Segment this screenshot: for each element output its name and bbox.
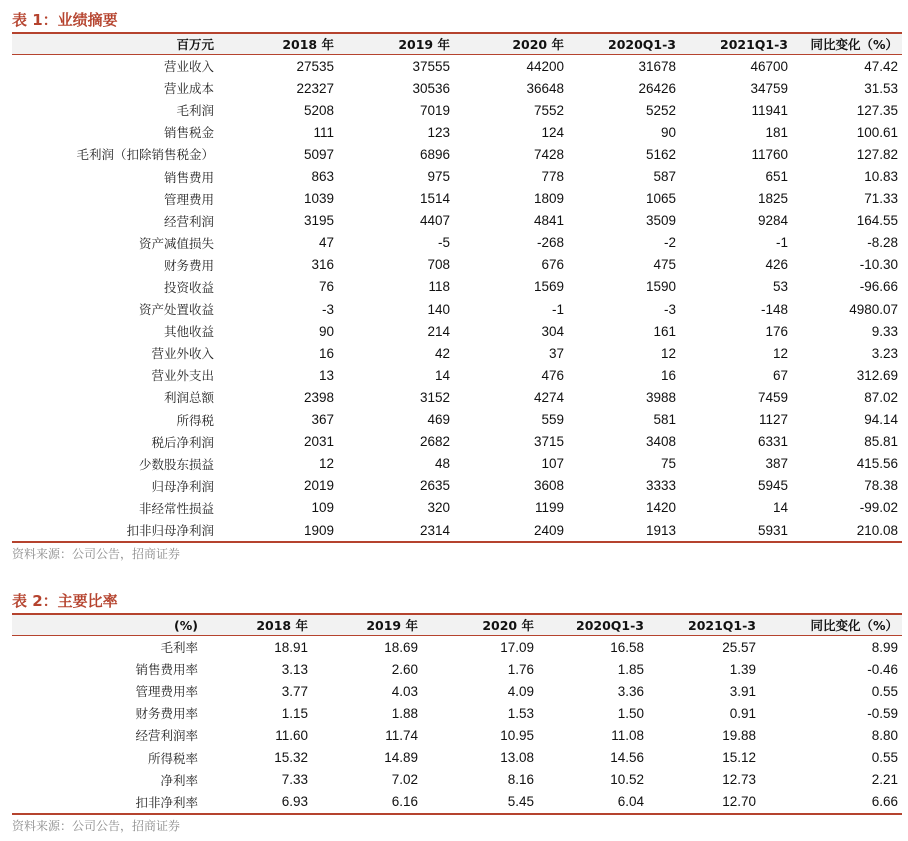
row-label: 营业成本 <box>163 81 214 97</box>
table-cell: 10.52 <box>610 772 644 788</box>
table-cell: 5.45 <box>422 791 538 814</box>
table-cell: 469 <box>427 412 450 428</box>
row-label: 管理费用 <box>163 191 214 207</box>
table-row <box>12 769 902 791</box>
row-label: 营业外收入 <box>151 346 214 362</box>
table-cell: 78.38 <box>864 478 898 494</box>
table-cell: 6331 <box>757 434 788 450</box>
table-cell: 312.69 <box>856 367 898 383</box>
table-cell: 320 <box>427 500 450 516</box>
table-row <box>12 320 902 342</box>
table-cell: -96.66 <box>859 279 898 295</box>
table-cell: 17.09 <box>500 639 534 655</box>
row-label: 扣非归母净利润 <box>12 519 218 542</box>
table-cell: 0.55 <box>871 750 898 766</box>
row-label: 所得税 <box>176 412 214 428</box>
table-cell: 5945 <box>757 478 788 494</box>
table-cell: 85.81 <box>864 434 898 450</box>
table-row <box>12 342 902 364</box>
row-label: 扣非净利率 <box>12 791 202 814</box>
table-cell: 27535 <box>296 58 334 74</box>
table-cell: 36648 <box>526 80 564 96</box>
table-cell: 4.03 <box>391 683 418 699</box>
table1-source: 资料来源：公司公告，招商证券 <box>12 547 181 562</box>
table-cell: 15.12 <box>722 750 756 766</box>
table-cell: 42 <box>434 345 450 361</box>
table-cell: 11.74 <box>385 727 418 743</box>
table-cell: 4274 <box>533 389 564 405</box>
table-cell: 26426 <box>638 80 676 96</box>
table-cell: 2.60 <box>391 661 418 677</box>
table-cell: -3 <box>663 301 676 317</box>
table-cell: 1825 <box>757 191 788 207</box>
table-cell: 1590 <box>645 279 676 295</box>
table-cell: 3.91 <box>729 683 756 699</box>
table-cell: 1514 <box>419 191 450 207</box>
row-label: 销售费用率 <box>135 662 198 678</box>
table2-column-header: 2021Q1-3 <box>648 614 760 636</box>
row-label: 税后净利润 <box>151 434 214 450</box>
table-cell: 71.33 <box>864 191 898 207</box>
table-row <box>12 680 902 702</box>
row-label: 管理费用率 <box>135 684 198 700</box>
table2-column-header: 同比变化（%） <box>760 614 902 636</box>
table-cell: 100.61 <box>856 124 898 140</box>
table-row <box>12 409 902 431</box>
table-row <box>12 276 902 298</box>
table-cell: 14 <box>772 500 788 516</box>
table-cell: -268 <box>536 235 564 251</box>
table-cell: 161 <box>653 323 676 339</box>
table1-block <box>12 8 902 563</box>
table-cell: 304 <box>541 323 564 339</box>
table-cell: 12.73 <box>722 772 756 788</box>
table-cell: -3 <box>321 301 334 317</box>
table-cell: 8.16 <box>507 772 534 788</box>
table-cell: 651 <box>765 169 788 185</box>
table-cell: 3.13 <box>281 661 308 677</box>
table-cell: 18.91 <box>274 639 308 655</box>
table-cell: 44200 <box>526 58 564 74</box>
table-cell: 7459 <box>757 389 788 405</box>
table-cell: 1039 <box>303 191 334 207</box>
table-cell: 1199 <box>534 500 564 516</box>
table-cell: 7.33 <box>281 772 308 788</box>
table-cell: 2409 <box>454 519 568 542</box>
table-cell: 1420 <box>645 500 676 516</box>
table2-column-header: 2020Q1-3 <box>538 614 648 636</box>
table-row <box>12 497 902 519</box>
table-cell: 6.04 <box>538 791 648 814</box>
row-label: 所得税率 <box>147 750 198 766</box>
row-label: 销售费用 <box>163 169 214 185</box>
table-row <box>12 165 902 187</box>
table-cell: 14.56 <box>610 750 644 766</box>
table-cell: -8.28 <box>867 235 898 251</box>
table-cell: 9.33 <box>871 323 898 339</box>
row-label: 毛利率 <box>160 640 198 656</box>
table-row <box>12 658 902 680</box>
table1 <box>12 32 902 543</box>
table-cell: 67 <box>772 367 788 383</box>
table-cell: 127.82 <box>856 146 898 162</box>
table-cell: 3.23 <box>871 345 898 361</box>
table-cell: 5162 <box>645 146 676 162</box>
table-cell: 1569 <box>533 279 564 295</box>
table1-column-header: 2018 年 <box>218 33 338 55</box>
table-cell: 164.55 <box>856 213 898 229</box>
row-label: 营业收入 <box>163 59 214 75</box>
table-cell: 1127 <box>758 412 788 428</box>
table-cell: 1.50 <box>617 705 644 721</box>
table-cell: 127.35 <box>856 102 898 118</box>
table-cell: 7019 <box>419 102 450 118</box>
table-cell: 16 <box>660 367 676 383</box>
table-cell: 46700 <box>750 58 788 74</box>
table-cell: -0.46 <box>867 661 898 677</box>
table-cell: 53 <box>772 279 788 295</box>
table-cell: 15.32 <box>274 750 308 766</box>
table-cell: 4407 <box>419 213 450 229</box>
table-cell: 475 <box>653 257 676 273</box>
table-cell: 7552 <box>533 102 564 118</box>
table-cell: 1065 <box>645 191 676 207</box>
table-cell: 1.88 <box>391 705 418 721</box>
table-cell: 3.77 <box>281 683 308 699</box>
table-cell: 778 <box>541 169 564 185</box>
row-label: 其他收益 <box>163 324 214 340</box>
table-cell: 7.02 <box>391 772 418 788</box>
table-cell: 6.93 <box>202 791 312 814</box>
table-cell: 11941 <box>751 102 788 118</box>
row-label: 非经常性损益 <box>138 500 214 516</box>
table-cell: 12 <box>660 345 676 361</box>
table-cell: 12.70 <box>648 791 760 814</box>
table-cell: -10.30 <box>859 257 898 273</box>
table-cell: 181 <box>765 124 788 140</box>
table-row <box>12 746 902 768</box>
table-cell: 6896 <box>419 146 450 162</box>
table-cell: 10.83 <box>864 169 898 185</box>
table-row <box>12 254 902 276</box>
table-cell: 1913 <box>568 519 680 542</box>
table-row <box>12 232 902 254</box>
table-row <box>12 55 902 78</box>
table-cell: 75 <box>660 456 676 472</box>
table-row <box>12 99 902 121</box>
table-row <box>12 453 902 475</box>
table-cell: 2635 <box>419 478 450 494</box>
table-cell: 387 <box>765 456 788 472</box>
row-label: 资产处置收益 <box>138 302 214 318</box>
table1-column-header: 2021Q1-3 <box>680 33 792 55</box>
table-row <box>12 143 902 165</box>
table-cell: 37 <box>548 345 564 361</box>
table-cell: 3.36 <box>617 683 644 699</box>
table-cell: 8.99 <box>871 639 898 655</box>
table-cell: 47 <box>318 235 334 251</box>
table-row <box>12 791 902 814</box>
table-cell: 12 <box>318 456 334 472</box>
table-cell: 4980.07 <box>849 301 898 317</box>
table-cell: 14.89 <box>384 750 418 766</box>
table-cell: 94.14 <box>864 412 898 428</box>
table-cell: 48 <box>434 456 450 472</box>
table-cell: 3152 <box>419 389 450 405</box>
table-cell: 123 <box>427 124 450 140</box>
table-row <box>12 121 902 143</box>
table1-column-header: 同比变化（%） <box>792 33 902 55</box>
table2-column-header: 2019 年 <box>312 614 422 636</box>
table-row <box>12 636 902 659</box>
table-cell: -148 <box>760 301 788 317</box>
row-label: 财务费用率 <box>135 706 198 722</box>
table-row <box>12 298 902 320</box>
table-cell: 863 <box>311 169 334 185</box>
table-cell: 7428 <box>533 146 564 162</box>
table-cell: 1.53 <box>507 705 534 721</box>
table-cell: 13.08 <box>500 750 534 766</box>
table-cell: 25.57 <box>722 639 756 655</box>
table-cell: 581 <box>653 412 676 428</box>
table1-header-row <box>12 33 902 55</box>
table-cell: 22327 <box>296 80 334 96</box>
row-label: 少数股东损益 <box>138 456 214 472</box>
table-cell: 19.88 <box>722 727 756 743</box>
table-cell: 210.08 <box>792 519 902 542</box>
row-label: 财务费用 <box>163 257 214 273</box>
table-cell: 676 <box>541 257 564 273</box>
table-cell: 140 <box>427 301 450 317</box>
table-cell: 1.15 <box>281 705 308 721</box>
table-cell: 0.55 <box>871 683 898 699</box>
table-cell: 109 <box>311 500 334 516</box>
table-cell: 11760 <box>751 146 788 162</box>
table-cell: 12 <box>772 345 788 361</box>
table-cell: 18.69 <box>384 639 418 655</box>
table-cell: 90 <box>660 124 676 140</box>
row-label: 经营利润 <box>163 213 214 229</box>
table-cell: 9284 <box>757 213 788 229</box>
table-cell: 11.60 <box>275 727 308 743</box>
table-cell: 1809 <box>533 191 564 207</box>
row-label: 利润总额 <box>163 390 214 406</box>
table2-column-header: 2020 年 <box>422 614 538 636</box>
table2 <box>12 613 902 815</box>
table-cell: 16 <box>318 345 334 361</box>
table-cell: 3608 <box>533 478 564 494</box>
table-cell: 1.85 <box>617 661 644 677</box>
table-cell: 2019 <box>303 478 334 494</box>
table-cell: 124 <box>541 124 564 140</box>
table-cell: 426 <box>765 257 788 273</box>
table-cell: 3333 <box>645 478 676 494</box>
table-row <box>12 364 902 386</box>
table1-column-header: 2019 年 <box>338 33 454 55</box>
row-label: 投资收益 <box>163 279 214 295</box>
table-row <box>12 77 902 99</box>
table1-column-header: 2020Q1-3 <box>568 33 680 55</box>
table-cell: 367 <box>311 412 334 428</box>
table-cell: 476 <box>541 367 564 383</box>
table-cell: 13 <box>318 367 334 383</box>
table-cell: 415.56 <box>856 456 898 472</box>
table-cell: 30536 <box>412 80 450 96</box>
table-cell: 2314 <box>338 519 454 542</box>
table-cell: 5252 <box>645 102 676 118</box>
table-cell: 3195 <box>303 213 334 229</box>
table-cell: 6.16 <box>312 791 422 814</box>
table2-source: 资料来源：公司公告，招商证券 <box>12 818 181 833</box>
table-cell: 1.39 <box>729 661 756 677</box>
table-cell: -2 <box>663 235 676 251</box>
table-cell: -1 <box>775 235 788 251</box>
table-cell: 76 <box>318 279 334 295</box>
table-cell: 8.80 <box>871 727 898 743</box>
table-row <box>12 475 902 497</box>
row-label: 净利率 <box>160 772 198 788</box>
table-cell: 3408 <box>645 434 676 450</box>
table-cell: 6.66 <box>760 791 902 814</box>
table-cell: 4841 <box>533 213 564 229</box>
row-label: 毛利润 <box>176 103 214 119</box>
table-cell: 1909 <box>218 519 338 542</box>
table-cell: 87.02 <box>864 389 898 405</box>
table-cell: 31678 <box>638 58 676 74</box>
table-cell: 47.42 <box>864 58 898 74</box>
table-cell: 214 <box>427 323 450 339</box>
table-row <box>12 188 902 210</box>
table-row <box>12 386 902 408</box>
table-cell: 2031 <box>303 434 334 450</box>
table-cell: 2682 <box>419 434 450 450</box>
table-cell: 90 <box>318 323 334 339</box>
table-cell: 11.08 <box>611 727 644 743</box>
table-cell: 176 <box>765 323 788 339</box>
table-cell: 0.91 <box>729 705 756 721</box>
table-cell: 5931 <box>680 519 792 542</box>
table-cell: 3988 <box>645 389 676 405</box>
row-label: 营业外支出 <box>151 368 214 384</box>
table-cell: 37555 <box>412 58 450 74</box>
table-cell: 16.58 <box>610 639 644 655</box>
table1-title: 表 1：业绩摘要 <box>12 11 118 29</box>
row-label: 毛利润（扣除销售税金） <box>76 147 214 163</box>
table-cell: 559 <box>541 412 564 428</box>
table-row <box>12 431 902 453</box>
table2-block <box>12 589 902 835</box>
table-row <box>12 724 902 746</box>
table2-header-row <box>12 614 902 636</box>
table-cell: 587 <box>653 169 676 185</box>
table-cell: 5097 <box>303 146 334 162</box>
table-cell: 1.76 <box>507 661 534 677</box>
table2-column-header: (%) <box>12 614 202 636</box>
table-cell: 34759 <box>750 80 788 96</box>
table-cell: 5208 <box>303 102 334 118</box>
row-label: 销售税金 <box>163 125 214 141</box>
table-cell: 107 <box>541 456 564 472</box>
table-cell: 118 <box>428 279 450 295</box>
table-cell: 975 <box>427 169 450 185</box>
table-cell: 10.95 <box>500 727 534 743</box>
table-row <box>12 210 902 232</box>
row-label: 经营利润率 <box>135 728 198 744</box>
row-label: 资产减值损失 <box>138 235 214 251</box>
table-row <box>12 702 902 724</box>
table-cell: 4.09 <box>507 683 534 699</box>
table-cell: 2.21 <box>871 772 898 788</box>
table-cell: 2398 <box>303 389 334 405</box>
table-cell: 14 <box>434 367 450 383</box>
table-cell: -99.02 <box>859 500 898 516</box>
table-cell: 111 <box>313 124 334 140</box>
table2-column-header: 2018 年 <box>202 614 312 636</box>
table-cell: 3715 <box>533 434 564 450</box>
table-cell: -1 <box>551 301 564 317</box>
table-cell: -5 <box>437 235 450 251</box>
table1-column-header: 百万元 <box>12 33 218 55</box>
table2-title: 表 2：主要比率 <box>12 592 118 610</box>
table1-column-header: 2020 年 <box>454 33 568 55</box>
table-cell: 316 <box>311 257 334 273</box>
table-cell: 708 <box>427 257 450 273</box>
table-row <box>12 519 902 542</box>
table-cell: -0.59 <box>867 705 898 721</box>
table-cell: 31.53 <box>864 80 898 96</box>
row-label: 归母净利润 <box>151 478 214 494</box>
table-cell: 3509 <box>645 213 676 229</box>
